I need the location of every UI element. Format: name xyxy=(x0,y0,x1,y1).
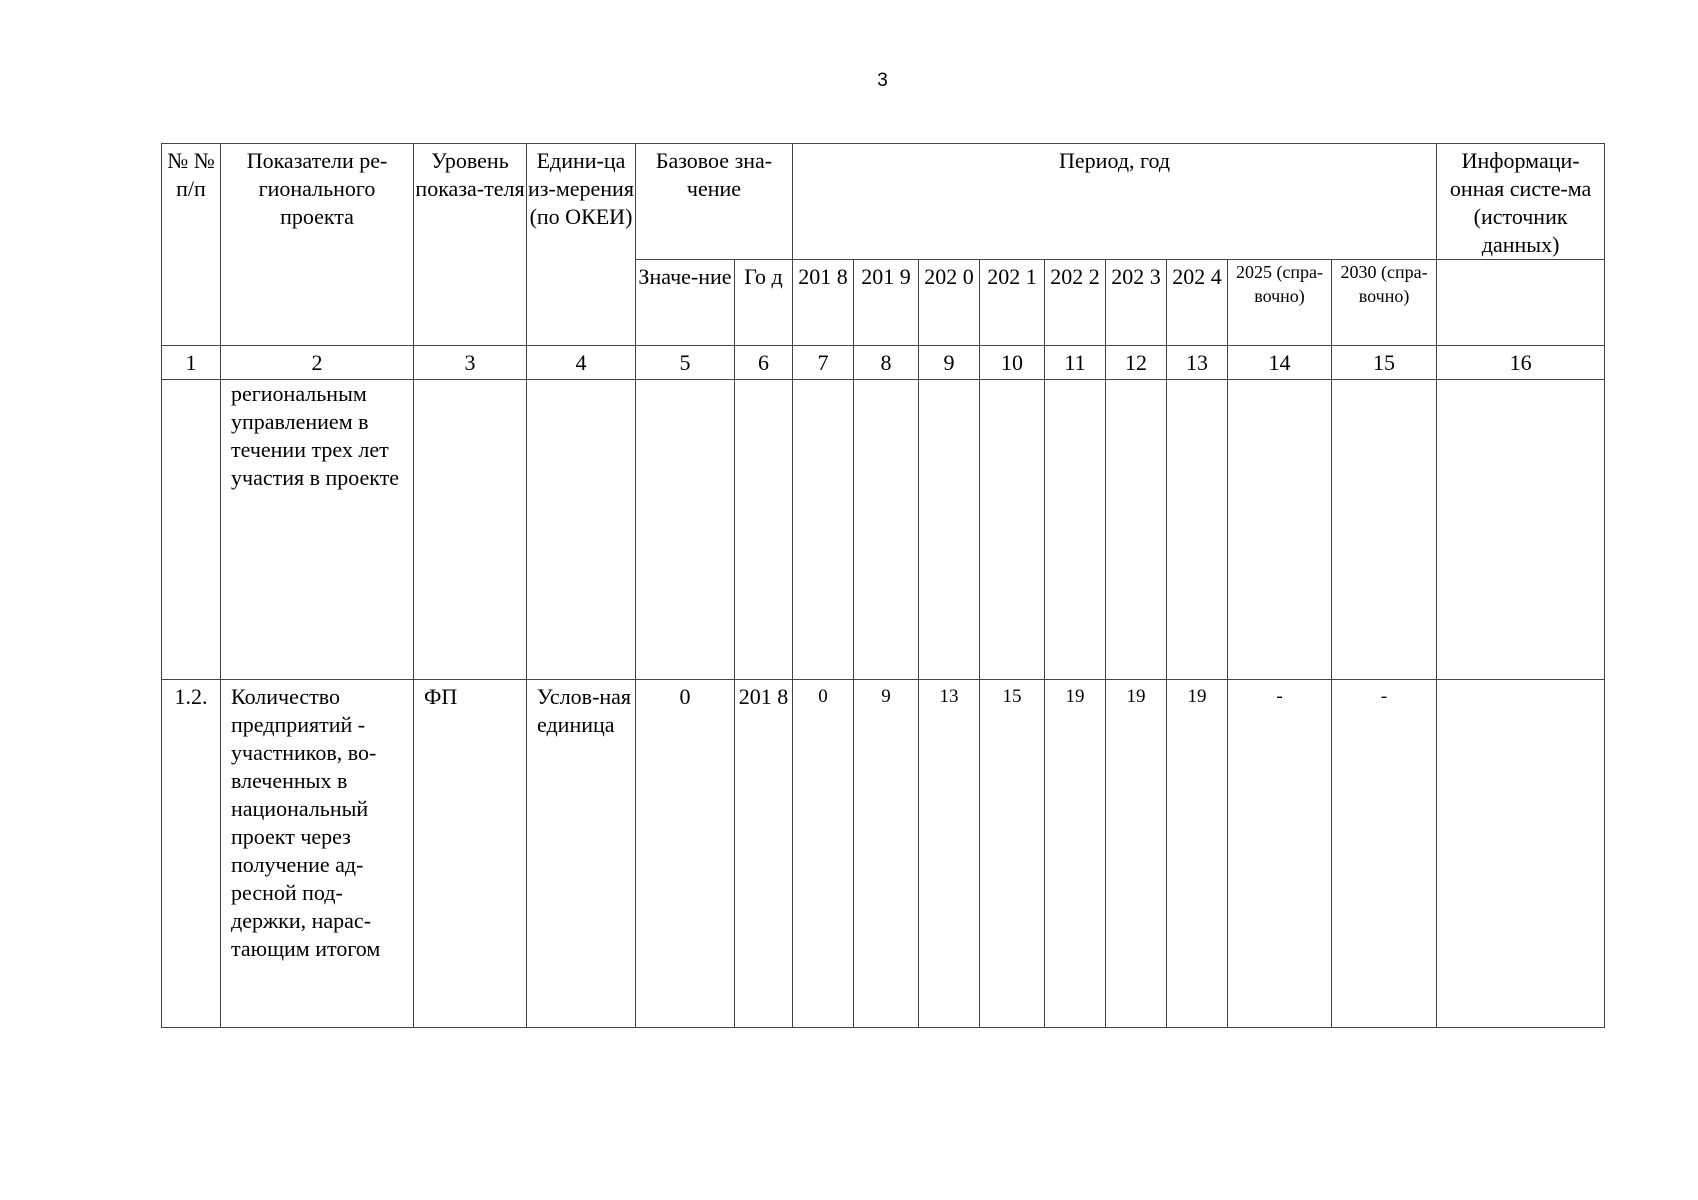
column-number: 12 xyxy=(1106,346,1167,380)
column-number: 10 xyxy=(980,346,1045,380)
column-number: 7 xyxy=(793,346,854,380)
header-value: Значе-ние xyxy=(636,260,735,346)
column-number: 6 xyxy=(735,346,793,380)
column-number: 8 xyxy=(854,346,919,380)
header-info-empty xyxy=(1437,260,1605,346)
header-level: Уровень показа-теля xyxy=(414,144,527,346)
column-number: 4 xyxy=(527,346,636,380)
column-numbers-row xyxy=(162,346,1605,380)
indicator-level: ФП xyxy=(414,680,527,1028)
row-number: 1.2. xyxy=(162,680,221,1028)
value-2025: - xyxy=(1228,680,1332,1028)
base-year xyxy=(735,380,793,680)
indicator-level xyxy=(414,380,527,680)
indicator-unit: Услов-ная единица xyxy=(527,680,636,1028)
column-number: 13 xyxy=(1167,346,1228,380)
value-2025 xyxy=(1228,380,1332,680)
indicator-unit xyxy=(527,380,636,680)
header-unit: Едини-ца из-мерения (по ОКЕИ) xyxy=(527,144,636,346)
header-info-system: Информаци-онная систе-ма (источник данных) xyxy=(1437,144,1605,260)
value-2022: 19 xyxy=(1045,680,1106,1028)
value-2030 xyxy=(1332,380,1437,680)
value-2023 xyxy=(1106,380,1167,680)
table-row xyxy=(162,380,1605,680)
value-2021: 15 xyxy=(980,680,1045,1028)
value-2022 xyxy=(1045,380,1106,680)
base-value xyxy=(636,380,735,680)
base-value: 0 xyxy=(636,680,735,1028)
header-year-2025: 2025 (спра-вочно) xyxy=(1228,260,1332,346)
header-year-2024: 202 4 xyxy=(1167,260,1228,346)
value-2018 xyxy=(793,380,854,680)
value-2018: 0 xyxy=(793,680,854,1028)
indicator-name: региональным управлением в течении трех лет участия в проекте xyxy=(221,380,414,680)
value-2024: 19 xyxy=(1167,680,1228,1028)
header-base-value: Базовое зна-чение xyxy=(636,144,793,260)
column-number: 5 xyxy=(636,346,735,380)
indicator-name: Количество предприятий - участников, во-влеченных в национальный проект через получение ад-ресной под-держки, нарас-тающим итогом xyxy=(221,680,414,1028)
header-period: Период, год xyxy=(793,144,1437,260)
info-system xyxy=(1437,680,1605,1028)
value-2020: 13 xyxy=(919,680,980,1028)
column-number: 14 xyxy=(1228,346,1332,380)
value-2020 xyxy=(919,380,980,680)
header-indicators: Показатели ре-гионального проекта xyxy=(221,144,414,346)
header-year-2018: 201 8 xyxy=(793,260,854,346)
value-2021 xyxy=(980,380,1045,680)
column-number: 1 xyxy=(162,346,221,380)
info-system xyxy=(1437,380,1605,680)
indicators-table xyxy=(161,143,1605,1028)
header-year-2023: 202 3 xyxy=(1106,260,1167,346)
base-year: 201 8 xyxy=(735,680,793,1028)
value-2023: 19 xyxy=(1106,680,1167,1028)
value-2030: - xyxy=(1332,680,1437,1028)
column-number: 3 xyxy=(414,346,527,380)
column-number: 15 xyxy=(1332,346,1437,380)
value-2019: 9 xyxy=(854,680,919,1028)
row-number xyxy=(162,380,221,680)
header-row-number: № № п/п xyxy=(162,144,221,346)
header-year-2021: 202 1 xyxy=(980,260,1045,346)
header-year: Го д xyxy=(735,260,793,346)
column-number: 9 xyxy=(919,346,980,380)
value-2024 xyxy=(1167,380,1228,680)
header-year-2020: 202 0 xyxy=(919,260,980,346)
value-2019 xyxy=(854,380,919,680)
column-number: 16 xyxy=(1437,346,1605,380)
header-year-2030: 2030 (спра-вочно) xyxy=(1332,260,1437,346)
page-number: 3 xyxy=(877,70,888,91)
header-year-2022: 202 2 xyxy=(1045,260,1106,346)
column-number: 2 xyxy=(221,346,414,380)
header-year-2019: 201 9 xyxy=(854,260,919,346)
table-row xyxy=(162,680,1605,1028)
column-number: 11 xyxy=(1045,346,1106,380)
